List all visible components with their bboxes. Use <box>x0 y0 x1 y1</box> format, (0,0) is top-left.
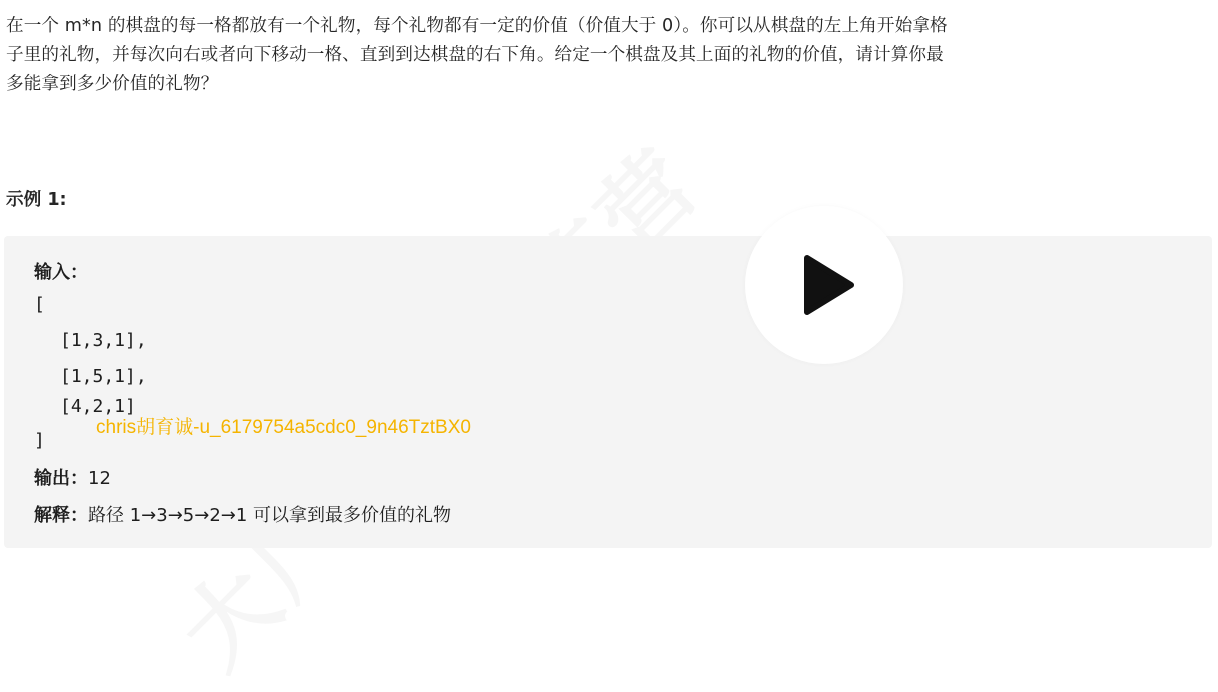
play-icon <box>803 254 855 316</box>
matrix-close-bracket: ] <box>34 430 45 451</box>
explanation-line <box>34 501 451 527</box>
explanation-text: 路径 1→3→5→2→1 可以拿到最多价值的礼物 <box>88 505 452 526</box>
matrix-row-3: [4,2,1] <box>60 396 136 417</box>
example-title: 示例 1: <box>6 190 67 210</box>
input-label: 输入： <box>34 262 88 283</box>
problem-line-2: 子里的礼物，并每次向右或者向下移动一格、直到到达棋盘的右下角。给定一个棋盘及其上面的礼物的价值，请计算你最 <box>6 45 944 65</box>
explanation-label: 解释： <box>34 505 88 526</box>
output-line <box>34 464 111 490</box>
example-code-block <box>4 236 1212 548</box>
problem-line-3: 多能拿到多少价值的礼物？ <box>6 74 219 94</box>
user-watermark: chris胡育诚-u_6179754a5cdc0_9n46TztBX0 <box>96 417 471 438</box>
problem-description <box>6 12 1206 99</box>
problem-line-1: 在一个 m*n 的棋盘的每一格都放有一个礼物，每个礼物都有一定的价值（价值大于 0）。你可以从棋盘的左上角开始拿格 <box>6 16 948 36</box>
output-value: 12 <box>88 468 111 489</box>
video-play-button[interactable] <box>745 206 903 364</box>
matrix-open-bracket: [ <box>34 294 45 315</box>
matrix-row-2: [1,5,1], <box>60 366 147 387</box>
output-label: 输出： <box>34 468 88 489</box>
matrix-row-1: [1,3,1], <box>60 330 147 351</box>
